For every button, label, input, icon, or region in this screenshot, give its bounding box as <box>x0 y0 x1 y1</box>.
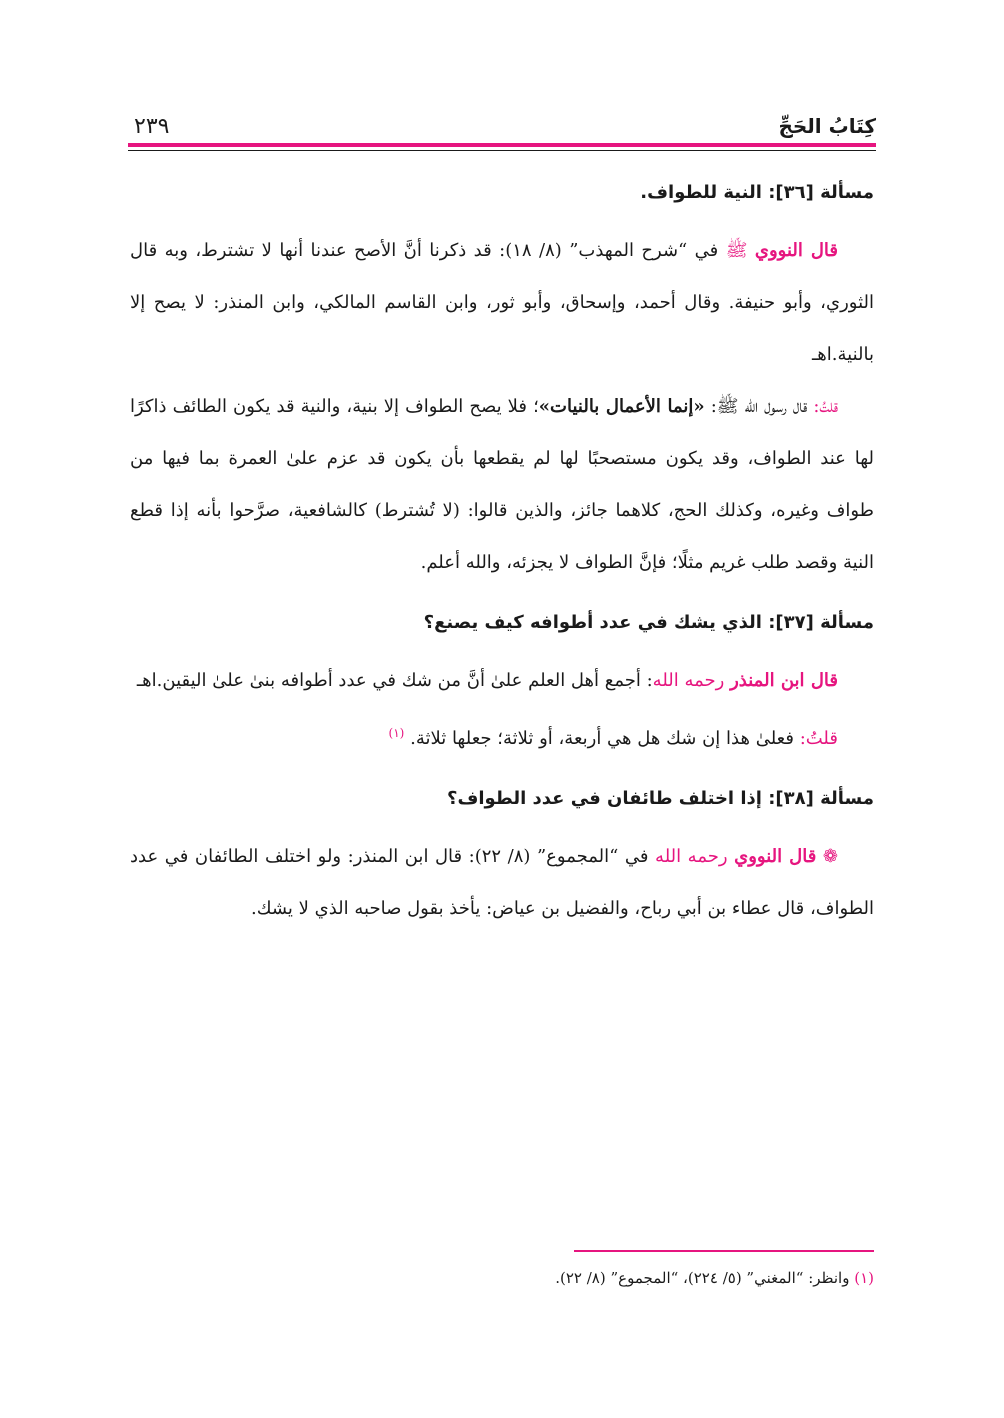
footnote-divider <box>574 1250 874 1252</box>
paragraph-text: ؛ فلا يصح الطواف إلا بنية، والنية قد يكون الطائف ذاكرًا لها عند الطواف، وقد يكون مستصحبًا لها لم يقطعها بأن يكون قد عزم علىٰ العمرة بما فيها من طواف وغيره، وكذلك الحج، كلاهما جائز، والذين قالوا: (لا تُشترط) كالشافعية، صرَّحوا بأنه إذا قطع النية وقصد طلب غريم مثلًا؛ فإنَّ الطواف لا يجزئه، والله أعلم. <box>130 396 874 573</box>
footnote <box>130 1264 874 1292</box>
honorific: رحمه الله <box>655 846 728 867</box>
issue-heading-38: مسألة [٣٨]: إذا اختلف طائفان في عدد الطواف؟ <box>447 788 874 809</box>
footnote-number: (١) <box>854 1269 874 1287</box>
paragraph-text: (٨/ ٢٢): قال ابن المنذر: ولو اختلف الطائفان في عدد الطواف، قال عطاء بن أبي رباح، والفضيل بن عياض: يأخذ بقول صاحبه الذي لا يشك. <box>130 846 874 919</box>
preposition: في <box>694 240 719 261</box>
issue-heading-37: مسألة [٣٧]: الذي يشك في عدد أطوافه كيف يصنع؟ <box>423 612 874 633</box>
paragraph-intro: قال رسول الله ﷺ: <box>710 396 808 417</box>
paragraph-text: : أجمع أهل العلم علىٰ أنَّ من شك في عدد أطوافه بنىٰ علىٰ اليقين.اهـ <box>136 670 653 691</box>
paragraph-nawawi-quote <box>130 225 874 381</box>
footnote-reference[interactable]: (١) <box>388 726 405 740</box>
qult-label: قلتُ: <box>799 728 838 749</box>
paragraph-nawawi-majmu <box>130 831 874 935</box>
issue-heading-36: مسألة [٣٦]: النية للطواف. <box>640 182 874 203</box>
header-rule-black <box>128 150 876 151</box>
preposition: في <box>624 846 649 867</box>
honorific: ﷺ <box>725 240 748 261</box>
hadith-quote: «إنما الأعمال بالنيات» <box>538 396 705 417</box>
speaker-name: قال النووي <box>754 240 838 261</box>
paragraph-ibn-mundhir <box>130 655 874 707</box>
paragraph-author-comment-2 <box>130 707 874 765</box>
paragraph-text: (٨/ ١٨): قد ذكرنا أنَّ الأصح عندنا أنها لا تشترط، وبه قال الثوري، وأبو حنيفة. وقال أحمد، وإسحاق، وأبو ثور، وابن القاسم المالكي، وابن المنذر: لا يصح إلا بالنية.اهـ <box>130 240 874 365</box>
speaker-name: قال ابن المنذر <box>730 670 838 691</box>
speaker-name: قال النووي <box>734 846 817 867</box>
flower-ornament-icon: ❁ <box>822 846 838 867</box>
page-body <box>130 165 874 935</box>
qult-label: قلتُ: <box>813 396 838 417</box>
paragraph-author-comment <box>130 381 874 589</box>
source-title: “المجموع” <box>536 846 619 867</box>
honorific: رحمه الله <box>652 670 725 691</box>
book-title: كِتَابُ الحَجِّ <box>778 114 876 138</box>
page-number: ٢٣٩ <box>134 114 170 139</box>
header-rule-magenta <box>128 143 876 147</box>
footnote-text: وانظر: “المغني” (٥/ ٢٢٤)، “المجموع” (٨/ ٢٢). <box>555 1269 850 1287</box>
source-title: “شرح المهذب” <box>569 240 688 261</box>
paragraph-text: فعلىٰ هذا إن شك هل هي أربعة، أو ثلاثة؛ جعلها ثلاثة. <box>410 728 794 749</box>
